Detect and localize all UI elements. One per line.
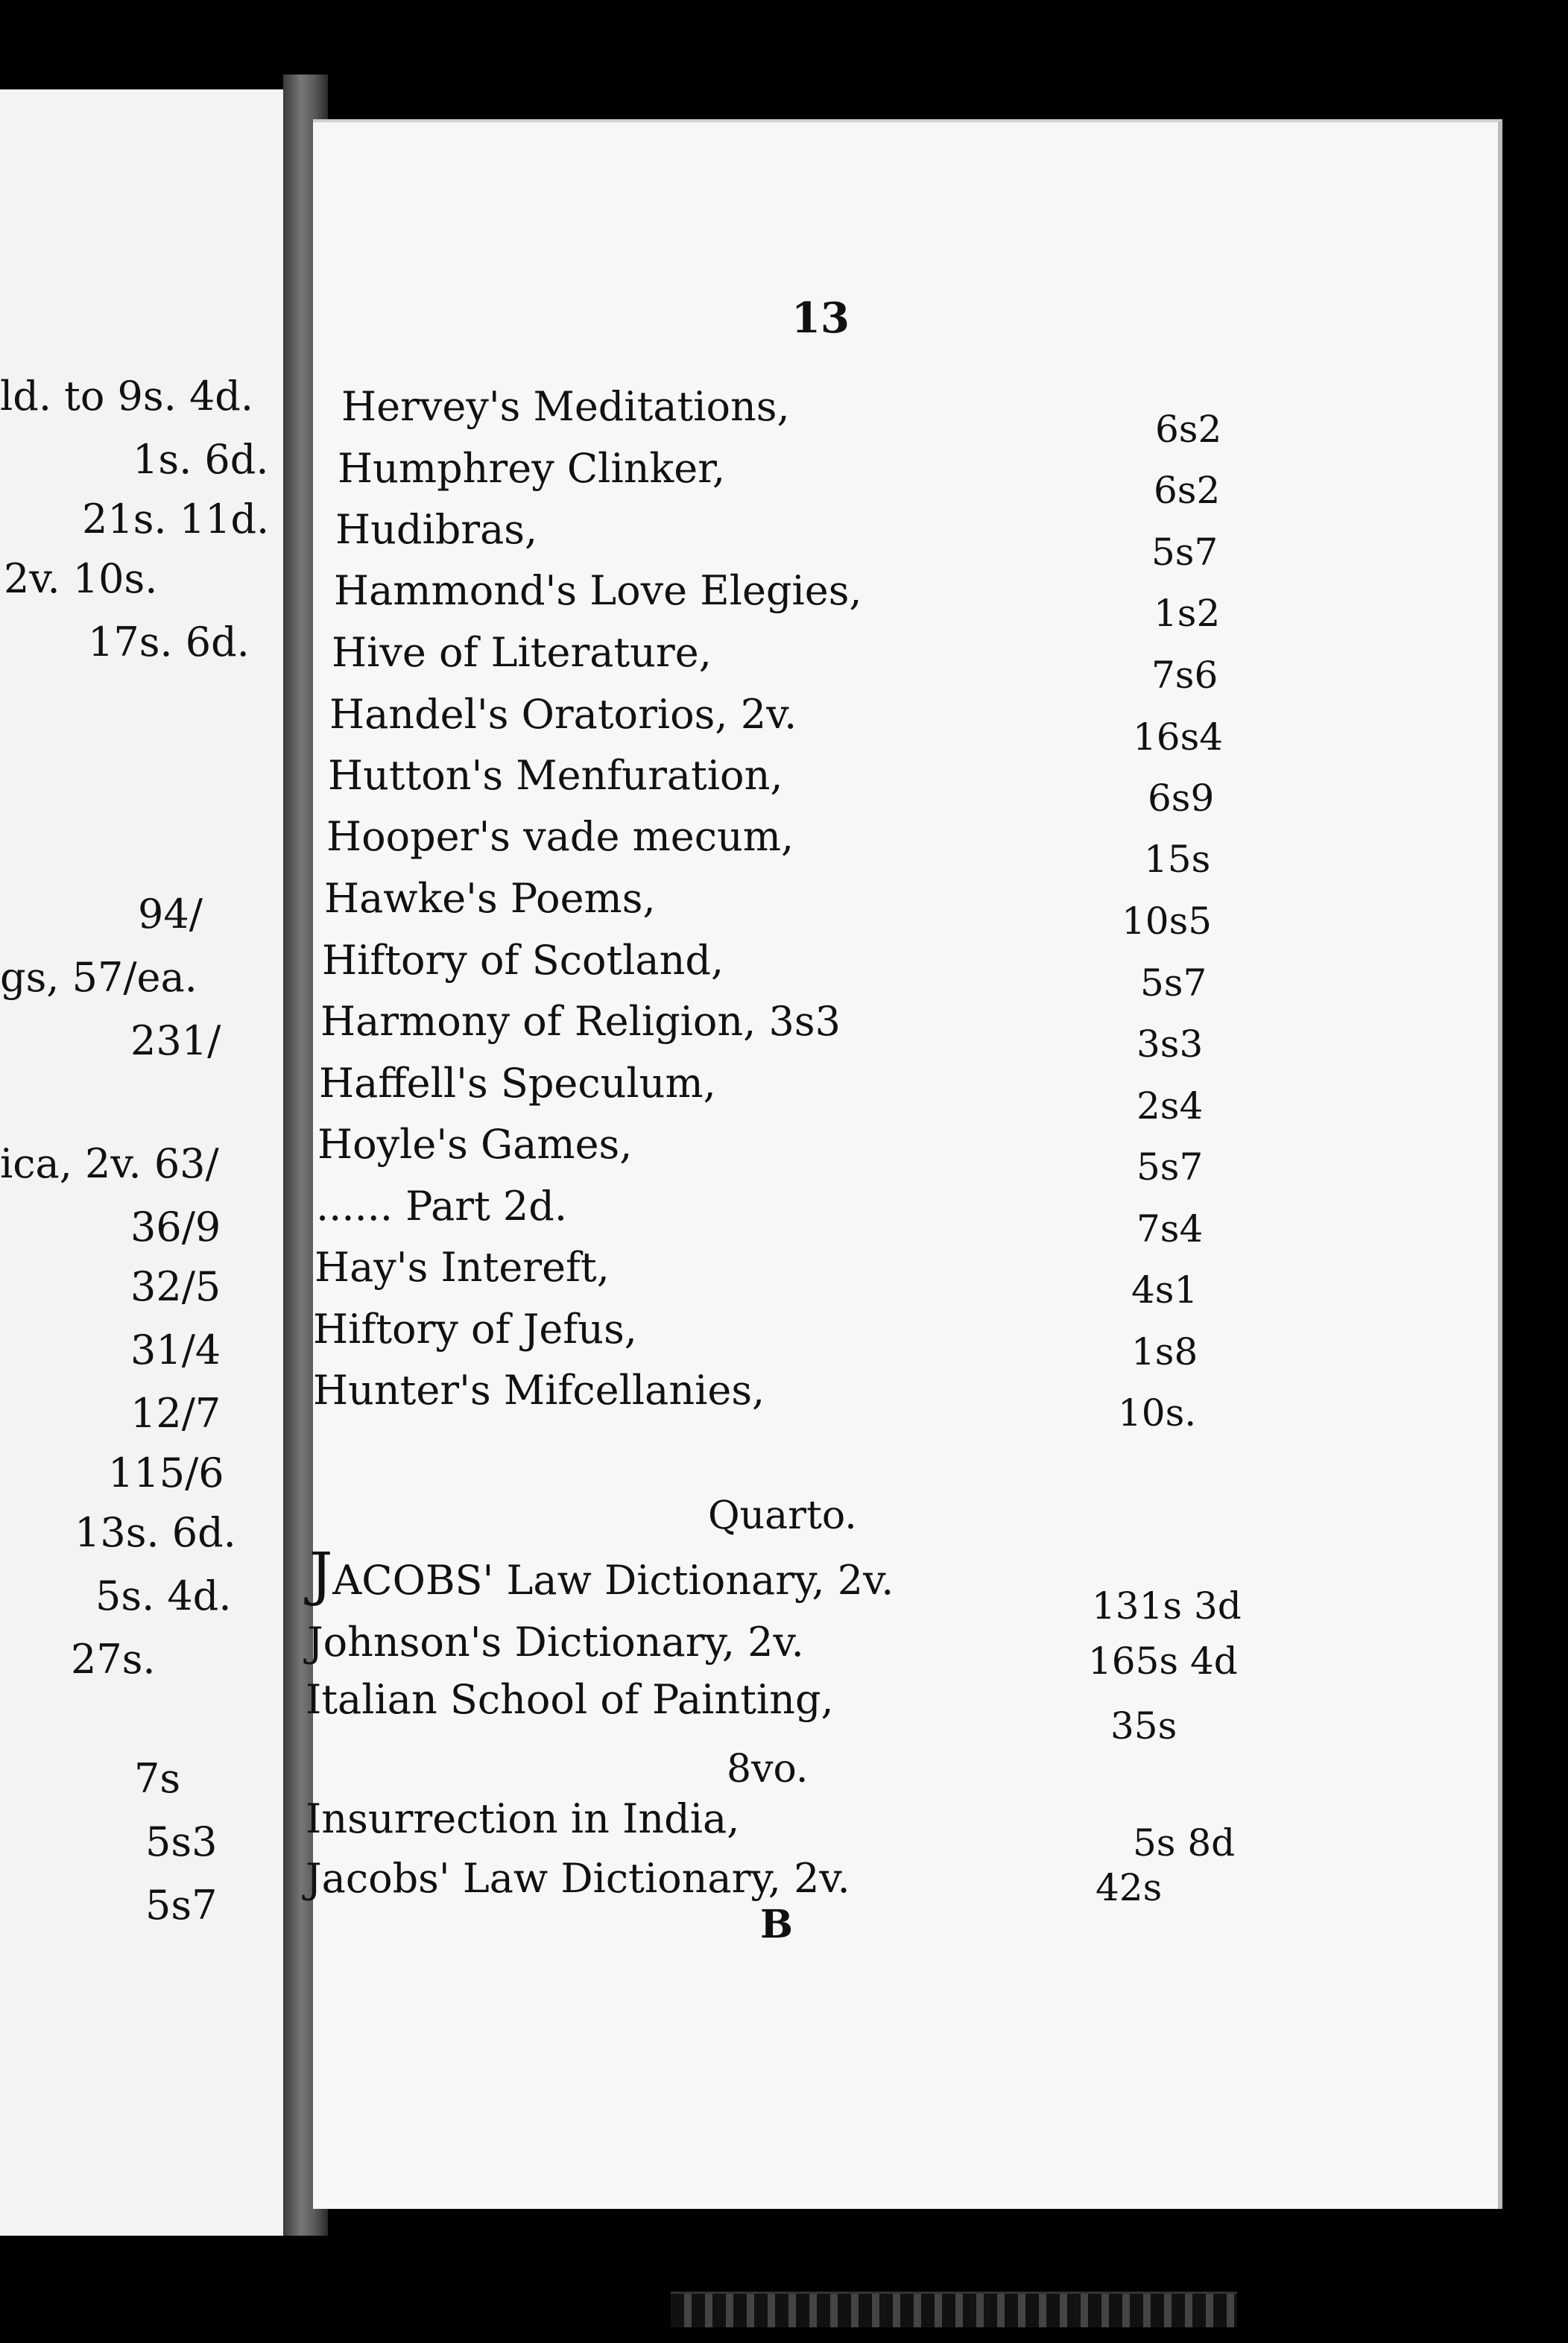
- entry-title: Hutton's Menfuration,: [328, 752, 783, 799]
- entry-price: 6s2: [1154, 469, 1221, 512]
- left-fragment: 115/6: [108, 1449, 224, 1496]
- left-fragment: 21s. 11d.: [82, 496, 270, 543]
- entry-price: 5s7: [1137, 1145, 1204, 1189]
- entry-title: Insurrection in India,: [306, 1795, 740, 1842]
- entry-title: Hive of Literature,: [332, 629, 712, 676]
- right-page: [306, 119, 1502, 2209]
- entry-price: 1s8: [1131, 1330, 1198, 1373]
- left-fragment: 17s. 6d.: [88, 619, 250, 665]
- entry-price: 6s9: [1148, 777, 1215, 820]
- entry-price: 165s 4d: [1088, 1640, 1238, 1683]
- left-fragment: 27s.: [71, 1636, 156, 1683]
- entry-price: 15s: [1144, 838, 1211, 881]
- entry-title: Jacobs' Law Dictionary, 2v.: [306, 1855, 850, 1902]
- entry-price: 10s5: [1122, 899, 1213, 943]
- entry-price: 10s.: [1118, 1391, 1197, 1435]
- entry-title: Hiftory of Scotland,: [322, 937, 724, 984]
- left-fragment: 36/9: [130, 1204, 221, 1250]
- entry-price: 5s 8d: [1133, 1821, 1236, 1865]
- entry-price: 5s7: [1151, 531, 1218, 574]
- left-fragment: 12/7: [130, 1390, 221, 1437]
- entry-title: ...... Part 2d.: [316, 1183, 568, 1230]
- section-heading-octavo: 8vo.: [727, 1747, 809, 1792]
- entry-title: Hervey's Meditations,: [341, 383, 790, 430]
- entry-price: 4s1: [1131, 1268, 1198, 1312]
- entry-title: Hoyle's Games,: [317, 1121, 633, 1168]
- entry-title: Hawke's Poems,: [324, 875, 656, 922]
- signature-mark: B: [760, 1902, 793, 1947]
- left-fragment: ld. to 9s. 4d.: [0, 373, 254, 420]
- left-fragment: 13s. 6d.: [75, 1509, 236, 1556]
- left-fragment: 2v. 10s.: [4, 555, 158, 602]
- entry-title-text: ACOBS' Law Dictionary, 2v.: [332, 1557, 894, 1604]
- left-fragment: 5s. 4d.: [95, 1572, 232, 1619]
- entry-price: 35s: [1110, 1704, 1177, 1748]
- entry-title: Humphrey Clinker,: [338, 445, 726, 492]
- entry-title: Hiftory of Jefus,: [313, 1306, 637, 1353]
- left-fragment: 5s3: [145, 1818, 218, 1865]
- entry-price: 5s7: [1140, 961, 1207, 1005]
- entry-title: Handel's Oratorios, 2v.: [329, 691, 797, 738]
- entry-title: Italian School of Painting,: [306, 1676, 834, 1723]
- drop-cap: J: [309, 1541, 333, 1608]
- entry-price: 2s4: [1137, 1084, 1204, 1128]
- left-fragment: 5s7: [145, 1882, 218, 1929]
- entry-price: 42s: [1096, 1866, 1163, 1909]
- entry-title: Hooper's vade mecum,: [326, 813, 794, 860]
- left-fragment: 231/: [130, 1017, 221, 1064]
- entry-price: 7s6: [1151, 654, 1218, 697]
- entry-title: Hay's Intereft,: [314, 1244, 610, 1291]
- left-fragment: ica, 2v. 63/: [0, 1140, 219, 1187]
- section-heading-quarto: Quarto.: [708, 1493, 857, 1538]
- page-number: 13: [791, 294, 850, 343]
- left-fragment: 32/5: [130, 1263, 221, 1310]
- entry-title: Harmony of Religion, 3s3: [320, 998, 841, 1045]
- entry-price: 3s3: [1137, 1022, 1204, 1066]
- entry-price: 7s4: [1137, 1207, 1204, 1250]
- left-page: [0, 89, 288, 2236]
- left-fragment: 7s: [134, 1755, 181, 1802]
- bottom-ornament: [671, 2292, 1237, 2327]
- entry-price: 16s4: [1133, 715, 1224, 759]
- left-fragment: gs, 57/ea.: [0, 954, 197, 1001]
- left-fragment: 1s. 6d.: [133, 436, 269, 483]
- entry-price: 6s2: [1155, 408, 1222, 451]
- entry-price: 1s2: [1154, 592, 1221, 635]
- entry-title: Hammond's Love Elegies,: [334, 567, 862, 614]
- left-fragment: 31/4: [130, 1327, 221, 1373]
- entry-title: [309, 1541, 894, 1608]
- entry-title: Johnson's Dictionary, 2v.: [307, 1619, 804, 1666]
- left-fragment: 94/: [138, 891, 203, 937]
- entry-title: Haffell's Speculum,: [319, 1060, 716, 1107]
- entry-price: 131s 3d: [1092, 1584, 1242, 1628]
- entry-title: Hunter's Mifcellanies,: [313, 1367, 765, 1414]
- entry-title: Hudibras,: [335, 506, 538, 553]
